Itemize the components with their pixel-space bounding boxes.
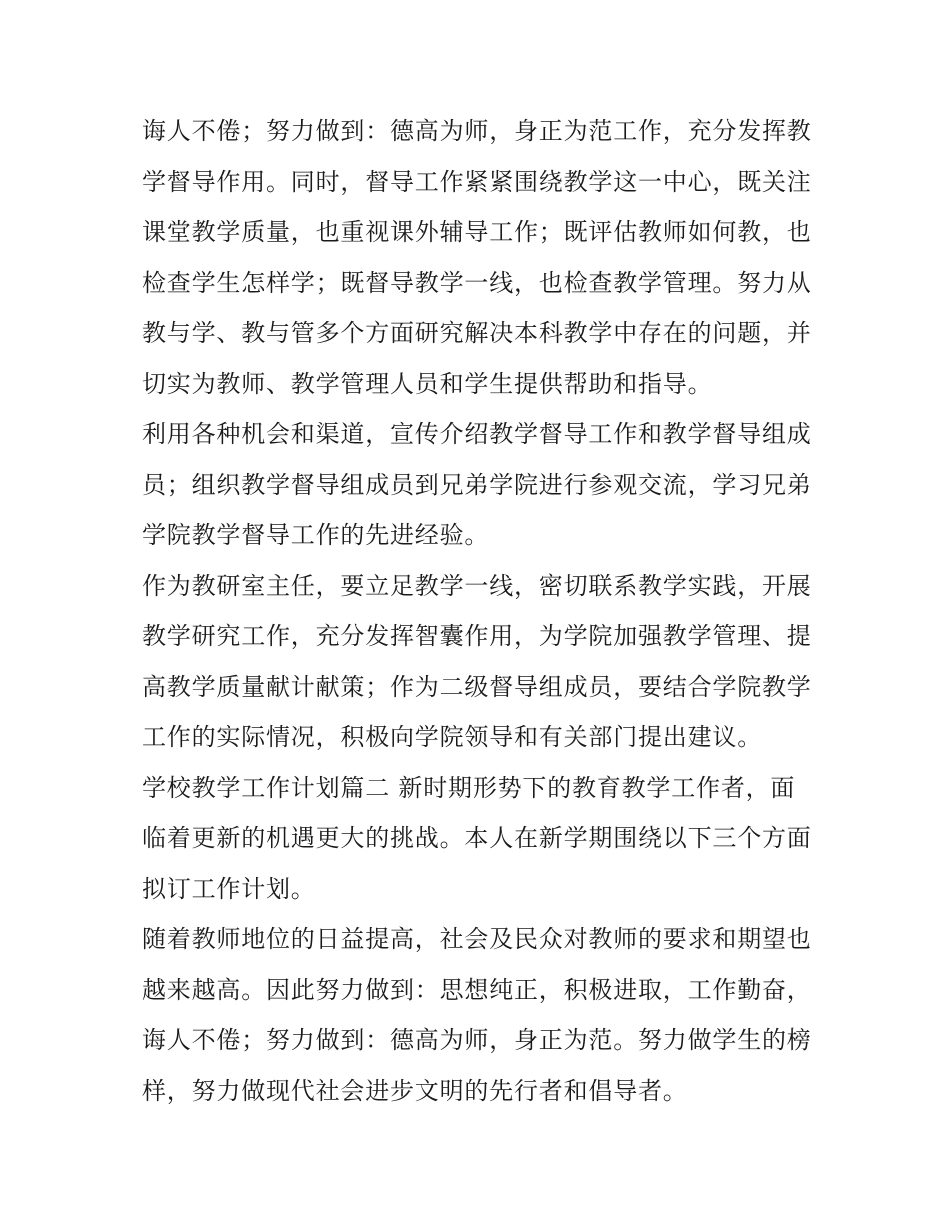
- text-line: 越来越高。因此努力做到：思想纯正，积极进取，工作勤奋，: [142, 975, 812, 1004]
- text-line: 诲人不倦；努力做到：德高为师，身正为范工作，充分发挥教: [142, 117, 812, 145]
- paragraph-3: [142, 561, 822, 763]
- text-line: 学校教学工作计划篇二 新时期形势下的教育教学工作者，面: [142, 773, 796, 802]
- text-line: 临着更新的机遇更大的挑战。本人在新学期围绕以下三个方面: [142, 824, 812, 852]
- text-line: 作为教研室主任，要立足教学一线，密切联系教学实践，开展: [142, 571, 812, 600]
- paragraph-2: [142, 409, 822, 561]
- text-line: 员；组织教学督导组成员到兄弟学院进行参观交流，学习兄弟: [142, 470, 812, 499]
- document-body: [142, 106, 822, 1116]
- text-line: 样，努力做现代社会进步文明的先行者和倡导者。: [142, 1076, 688, 1105]
- text-line: 诲人不倦；努力做到：德高为师，身正为范。努力做学生的榜: [142, 1026, 812, 1054]
- text-line: 工作的实际情况，积极向学院领导和有关部门提出建议。: [142, 723, 762, 751]
- text-line: 拟订工作计划。: [142, 874, 316, 903]
- text-line: 高教学质量献计献策；作为二级督导组成员，要结合学院教学: [142, 672, 812, 701]
- text-line: 课堂教学质量，也重视课外辅导工作；既评估教师如何教，也: [142, 218, 812, 246]
- paragraph-4: [142, 763, 822, 915]
- text-line: 利用各种机会和渠道，宣传介绍教学督导工作和教学督导组成: [142, 420, 812, 448]
- text-line: 教学研究工作，充分发挥智囊作用，为学院加强教学管理、提: [142, 622, 812, 650]
- text-line: 随着教师地位的日益提高，社会及民众对教师的要求和期望也: [142, 925, 812, 953]
- text-line: 检查学生怎样学；既督导教学一线，也检查教学管理。努力从: [142, 268, 812, 297]
- paragraph-5: [142, 914, 822, 1116]
- text-line: 教与学、教与管多个方面研究解决本科教学中存在的问题，并: [142, 319, 812, 347]
- text-line: 切实为教师、教学管理人员和学生提供帮助和指导。: [142, 369, 713, 398]
- paragraph-1: [142, 106, 822, 409]
- text-line: 学督导作用。同时，督导工作紧紧围绕教学这一中心，既关注: [142, 167, 812, 196]
- text-line: 学院教学督导工作的先进经验。: [142, 521, 490, 549]
